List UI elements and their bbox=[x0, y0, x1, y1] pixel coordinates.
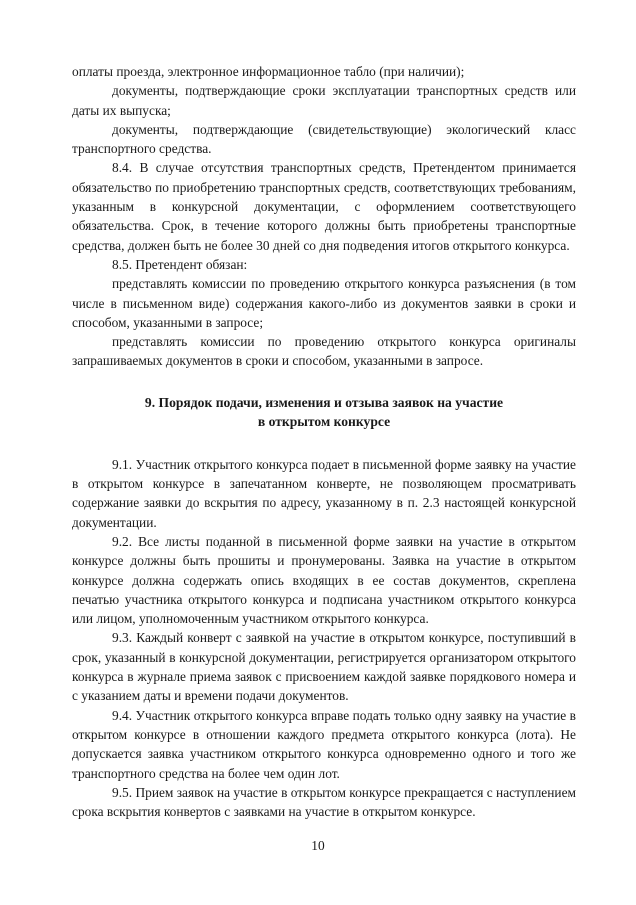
paragraph: представлять комиссии по проведению открытого конкурса оригиналы запрашиваемых документов в сроки и способом, указанными в запросе. bbox=[72, 334, 576, 369]
paragraph: 9.4. Участник открытого конкурса вправе подать только одну заявку на участие в открытом конкурсе в отношении каждого предмета открытого конкурса (лота). Не допускается заявка участником открытого конкурса одновременно одного и того же транспортного средства на более чем один лот. bbox=[72, 707, 576, 781]
paragraph: 9.5. Прием заявок на участие в открытом конкурсе прекращается с наступлением срока вскрытия конвертов с заявками на участие в открытом конкурсе. bbox=[72, 784, 576, 820]
paragraph: документы, подтверждающие (свидетельствующие) экологический класс транспортного средства. bbox=[72, 121, 576, 157]
paragraph: оплаты проезда, электронное информационное табло (при наличии); bbox=[72, 64, 465, 79]
section-heading-line-1: 9. Порядок подачи, изменения и отзыва заявок на участие bbox=[144, 394, 504, 410]
paragraph: 9.1. Участник открытого конкурса подает в письменной форме заявку на участие в открытом конкурсе в запечатанном конверте, не позволяющем просматривать содержание заявки до вскрытия по адресу, указанному в п. 2.3 настоящей конкурсной документации. bbox=[72, 456, 576, 530]
section-8-continuation bbox=[72, 62, 576, 371]
page-content bbox=[72, 62, 576, 821]
paragraph: документы, подтверждающие сроки эксплуатации транспортных средств или даты их выпуска; bbox=[72, 83, 576, 118]
paragraph: представлять комиссии по проведению открытого конкурса разъяснения (в том числе в письменном виде) содержания какого-либо из документов заявки в сроки и способом, указанными в запросе; bbox=[72, 276, 576, 330]
paragraph: 8.4. В случае отсутствия транспортных средств, Претендентом принимается обязательство по приобретению транспортных средств, соответствующих требованиям, указанным в конкурсной документации, с оформлением соответствующего обязательства. Срок, в течение которого должны быть приобретены транспортные средства, должен быть не более 30 дней со дня подведения итогов открытого конкурса. bbox=[72, 160, 576, 253]
section-9-heading bbox=[72, 393, 576, 431]
paragraph: 8.5. Претендент обязан: bbox=[112, 256, 248, 272]
paragraph: 9.2. Все листы поданной в письменной форме заявки на участие в открытом конкурсе должны быть прошиты и пронумерованы. Заявка на участие в открытом конкурсе должна содержать опись входящих в ее состав документов, скреплена печатью участника открытого конкурса и подписана участником открытого конкурса или лицом, уполномоченным участником открытого конкурса. bbox=[72, 533, 576, 627]
page-number: 10 bbox=[311, 838, 325, 853]
section-heading-line-2: в открытом конкурсе bbox=[257, 413, 391, 429]
paragraph: 9.3. Каждый конверт с заявкой на участие в открытом конкурсе, поступивший в срок, указанный в конкурсной документации, регистрируется организатором открытого конкурса в журнале приема заявок с присвоением каждой заявке порядкового номера и с указанием даты и времени подачи документов. bbox=[72, 630, 576, 704]
section-9-body bbox=[72, 455, 576, 822]
